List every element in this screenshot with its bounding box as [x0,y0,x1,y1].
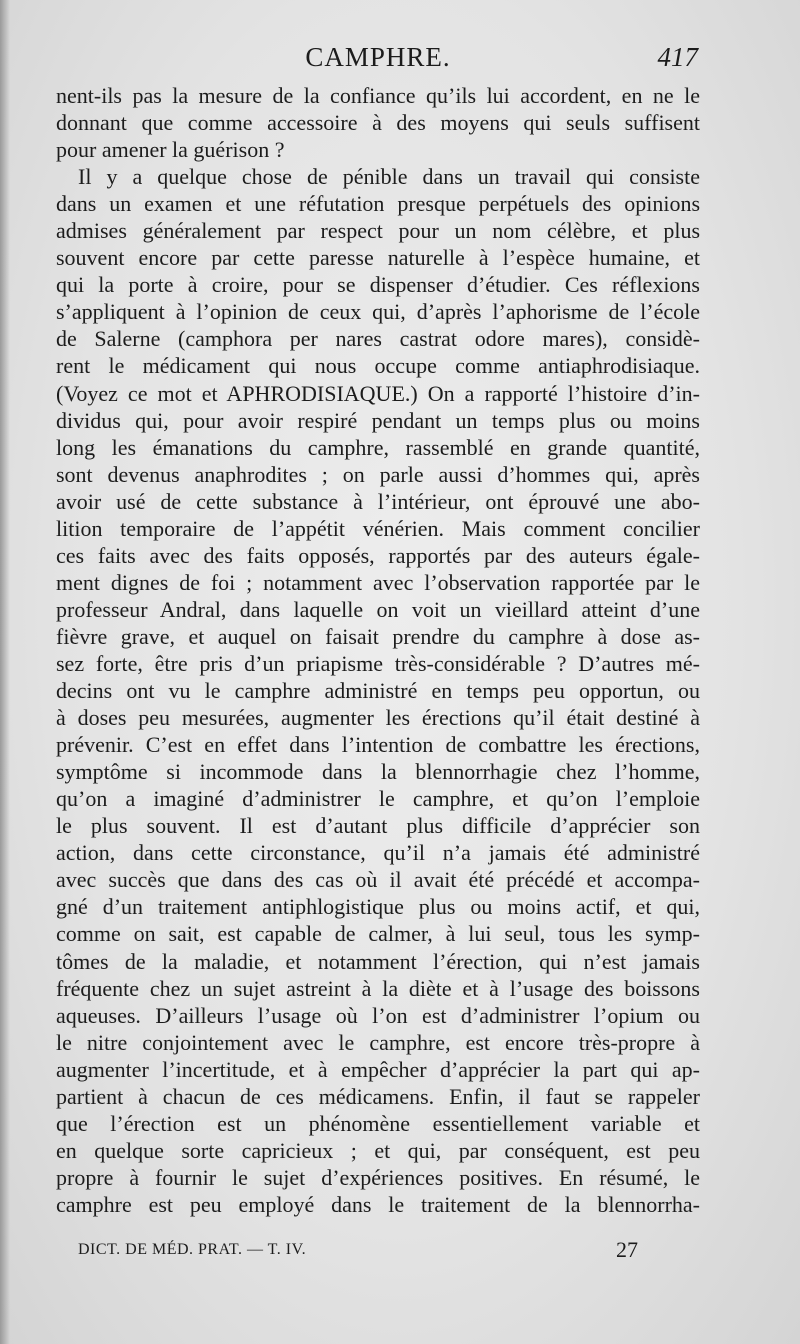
text-line: avec succès que dans des cas où il avait été précédé et accompa- [56,867,700,893]
text-line: tômes de la maladie, et notamment l’érection, qui n’est jamais [56,948,700,974]
text-line: professeur Andral, dans laquelle on voit un vieillard atteint d’une [56,596,700,622]
text-line: long les émanations du camphre, rassemblé en grande quantité, [56,434,700,460]
text-line: gné d’un traitement antiphlogistique plus ou moins actif, et qui, [56,894,700,920]
text-line: action, dans cette circonstance, qu’il n’a jamais été administré [56,840,700,866]
text-line: fièvre grave, et auquel on faisait prendre du camphre à dose as- [56,623,700,649]
text-line: admises généralement par respect pour un nom célèbre, et plus [56,218,700,244]
signature-line: DICT. DE MÉD. PRAT. — T. IV. [78,1241,307,1258]
text-line: le plus souvent. Il est d’autant plus difficile d’apprécier son [56,813,700,839]
text-line: nent-ils pas la mesure de la confiance qu’ils lui accordent, en ne le [56,83,700,108]
paragraph-start-line: Il y a quelque chose de pénible dans un travail qui consiste [78,164,700,190]
text-line: ces faits avec des faits opposés, rapportés par des auteurs égale- [56,542,700,568]
text-line: partient à chacun de ces médicamens. Enfin, il faut se rappeler [56,1083,700,1109]
signature-mark: 27 [616,1237,638,1262]
text-line: avoir usé de cette substance à l’intérieur, ont éprouvé une abo- [56,488,700,514]
text-line: pour amener la guérison ? [56,137,285,163]
page-number: 417 [657,42,698,72]
text-line: qui la porte à croire, pour se dispenser d’étudier. Ces réflexions [56,272,700,298]
text-line: ment dignes de foi ; notamment avec l’observation rapportée par le [56,569,700,595]
text-line: prévenir. C’est en effet dans l’intention de combattre les érections, [56,732,700,758]
running-head [56,42,700,82]
text-line: augmenter l’incertitude, et à empêcher d’apprécier la part qui ap- [56,1056,700,1082]
text-line: en quelque sorte capricieux ; et qui, par conséquent, est peu [56,1137,700,1163]
text-line: lition temporaire de l’appétit vénérien. Mais comment concilier [56,515,700,541]
footer [78,1237,638,1263]
page-title: CAMPHRE. [305,42,451,72]
text-line: decins ont vu le camphre administré en temps peu opportun, ou [56,678,700,704]
text-line: dividus qui, pour avoir respiré pendant un temps plus ou moins [56,407,700,433]
text-line: de Salerne (camphora per nares castrat odore mares), considè- [56,326,700,352]
text-line: que l’érection est un phénomène essentiellement variable et [56,1110,700,1136]
text-line: symptôme si incommode dans la blennorrhagie chez l’homme, [56,759,700,785]
text-line: fréquente chez un sujet astreint à la diète et à l’usage des boissons [56,975,700,1001]
text-line: donnant que comme accessoire à des moyens qui seuls suffisent [56,110,700,136]
text-line: camphre est peu employé dans le traitement de la blennorrha- [56,1191,700,1217]
text-line: s’appliquent à l’opinion de ceux qui, d’après l’aphorisme de l’école [56,299,700,325]
body-text [56,82,700,1218]
text-line: à doses peu mesurées, augmenter les érections qu’il était destiné à [56,705,700,731]
text-line: aqueuses. D’ailleurs l’usage où l’on est d’administrer l’opium ou [56,1002,700,1028]
text-line: propre à fournir le sujet d’expériences positives. En résumé, le [56,1164,700,1190]
text-line: comme on sait, est capable de calmer, à lui seul, tous les symp- [56,921,700,947]
text-line: sont devenus anaphrodites ; on parle aussi d’hommes qui, après [56,461,700,487]
text-line: qu’on a imaginé d’administrer le camphre, et qu’on l’emploie [56,786,700,812]
text-line: (Voyez ce mot et APHRODISIAQUE.) On a rapporté l’histoire d’in- [56,380,700,406]
text-line: rent le médicament qui nous occupe comme antiaphrodisiaque. [56,353,700,379]
text-line: souvent encore par cette paresse naturelle à l’espèce humaine, et [56,245,700,271]
text-line: le nitre conjointement avec le camphre, est encore très-propre à [56,1029,700,1055]
text-line: sez forte, être pris d’un priapisme très-considérable ? D’autres mé- [56,650,700,676]
text-line: dans un examen et une réfutation presque perpétuels des opinions [56,191,700,217]
